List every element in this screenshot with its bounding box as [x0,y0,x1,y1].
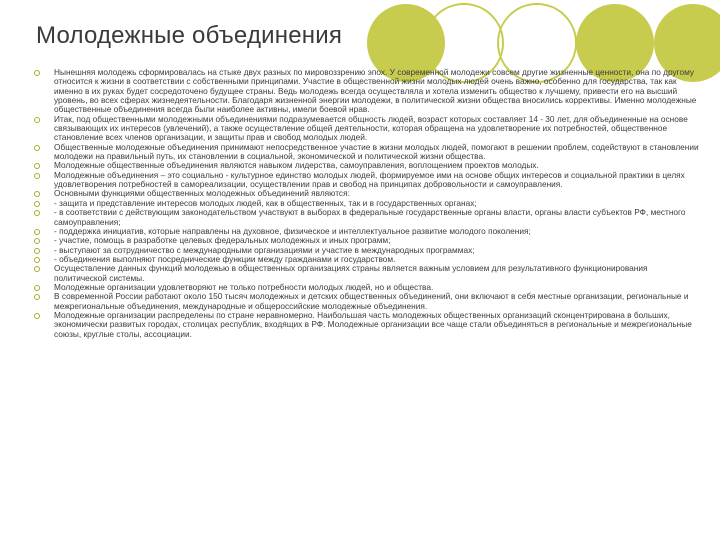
list-item-text: Итак, под общественными молодежными объединениями подразумевается общность людей, возраст которых составляет 14 - 30 лет, для объединенные на основе связывающих их интересов (увлечений), а также осуществление общей деятельности, которая обращена на удовлетворение их потребностей, общественное становление всех членов организации, и защиты прав и свобод молодых людей. [54,113,688,143]
list-item [34,292,700,311]
list-item-text: Молодежные общественные объединения являются навыком лидерства, самоуправления, воплощением проектов молодых. [54,160,539,171]
list-item-text: - в соответствии с действующим законодательством участвуют в выборах в федеральные государственные органы власти, органы власти субъектов РФ, местного самоуправления; [54,207,686,227]
list-item-text: Нынешняя молодежь сформировалась на стыке двух разных по мировоззрению эпох. У современной молодежи совсем другие жизненные ценности, она по другому относится к жизни в соответствии с собственными принципами. Участие в общественной жизни молодых людей очень важно, особенно для государства, так как именно в их руках будет сосредоточено будущее страны. Ведь молодежь всегда осуществляла и хотела изменить общество к лучшему, привести его на высший уровень, во всех сферах жизнедеятельности. Благодаря жизненной энергии молодежи, в политической жизни общества вносились коррективы. Именно молодежные общественные объединения всегда были наиболее активны, имели боевой нрав. [54,67,697,115]
list-item-text: Молодежные организации распределены по стране неравномерно. Наибольшая часть молодежных общественных организаций сконцентрирована в больших, экономически развитых городах, столицах республик, входящих в РФ. Молодежные организации все чаще стали объединяться в региональные и межрегиональные союзы, круглые столы, ассоциации. [54,309,692,339]
list-item-text: - объединения выполняют посреднические функции между гражданами и государством. [54,253,396,264]
bullet-circle-icon [34,163,40,169]
list-item [34,208,700,227]
list-item-text: Молодежные объединения – это социально - культурное единство молодых людей, формируемое ими на основе общих интересов и социальной практики в целях удовлетворения потребностей в самореализации, осуществлении прав и свобод на принципах добровольности и самоуправления. [54,169,685,190]
bullet-circle-icon [34,313,40,319]
list-item-text: - поддержка инициатив, которые направлены на духовное, физическое и интеллектуальное развитие молодого поколения; [54,225,531,236]
bullet-circle-icon [34,191,40,197]
list-item-text: - защита и представление интересов молодых людей, как в общественных, так и в государственных органах; [54,197,477,208]
list-item-text: Осуществление данных функций молодежью в общественных организациях страны является важным условием для результативного функционирования политической системы. [54,263,648,283]
bullet-circle-icon [34,210,40,216]
list-item-text: В современной России работают около 150 тысяч молодежных и детских общественных объединений, они включают в себя местные организации, региональные и межрегиональные объединения, международные и общероссийские молодежные объединения. [54,291,689,311]
list-item [34,143,700,162]
bullet-circle-icon [34,70,40,76]
list-item [34,115,700,143]
list-item [34,68,700,115]
slide-title: Молодежные объединения [36,22,343,49]
content-list [34,68,700,339]
list-item [34,171,700,190]
bullet-circle-icon [34,145,40,151]
list-item [34,264,700,283]
bullet-circle-icon [34,266,40,272]
list-item-text: - выступают за сотрудничество с международными организациями и участие в международных программах; [54,244,475,255]
bullet-circle-icon [34,285,40,291]
list-item-text: - участие, помощь в разработке целевых федеральных молодежных и иных программ; [54,235,391,246]
list-item-text: Основными функциями общественных молодежных объединений являются: [54,188,350,199]
bullet-circle-icon [34,201,40,207]
bullet-circle-icon [34,173,40,179]
list-item-text: Общественные молодежные объединения принимают непосредственное участие в жизни молодых людей, помогают в решении проблем, содействуют в становлении молодежи на правильный путь, их становлении в социальной, экономической и политической жизни общества. [54,141,699,162]
bullet-circle-icon [34,229,40,235]
list-item-text: Молодежные организации удовлетворяют не только потребности молодых людей, но и общества. [54,281,434,292]
bullet-circle-icon [34,294,40,300]
bullet-circle-icon [34,238,40,244]
bullet-circle-icon [34,257,40,263]
list-item [34,311,700,339]
bullet-circle-icon [34,248,40,254]
bullet-circle-icon [34,117,40,123]
